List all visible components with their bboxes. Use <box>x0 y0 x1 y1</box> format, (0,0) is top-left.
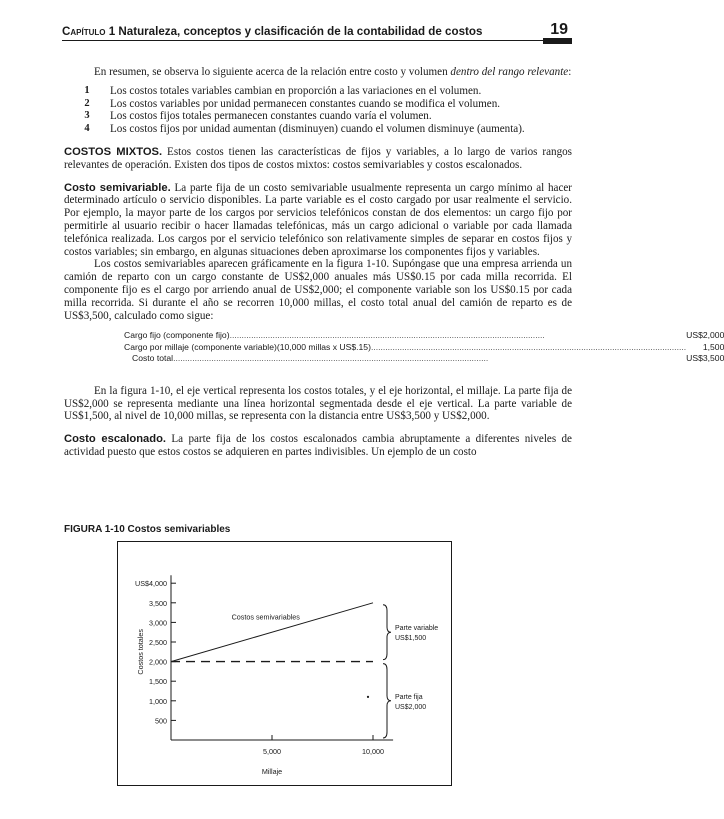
y-tick-label: 3,000 <box>149 618 167 628</box>
header-block <box>543 38 572 44</box>
page-number: 19 <box>550 21 568 38</box>
y-tick-label: 2,500 <box>149 638 167 647</box>
figure-explanation-paragraph: En la figura 1-10, el eje vertical representa los costos totales, y el eje horizontal, el millaje. La parte fija de US$2,000 se representa mediante una línea horizontal segmentada desde el eje vertical. La parte variable de US$1,500, al nivel de 10,000 millas, se representa con la distancia entre US$3,500 y US$2,000. <box>64 384 572 423</box>
chapter-label: Capítulo 1 <box>62 25 116 38</box>
table-row: Cargo fijo (componente fijo).................................................................................................................................... US$ 2,000 <box>124 330 724 341</box>
x-tick-label: 10,000 <box>362 747 384 756</box>
variable-part-brace <box>383 605 391 660</box>
y-tick-label: 1,000 <box>149 696 167 706</box>
semivariable-heading: Costo semivariable. <box>64 181 171 194</box>
fixed-part-label: Parte fija <box>395 693 423 701</box>
semivariable-paragraph-2: Los costos semivariables aparecen gráficamente en la figura 1-10. Supóngase que una empresa arrienda un camión de reparto con un cargo constante de US$2,000 anuales más US$0.15 por cada milla recorrida. El componente fijo es el cargo por arriendo anual de US$2,000; el componente variable son los US$0.15 por cada milla recorrida. Si durante el año se recorren 10,000 millas, el costo total anual del camión de reparto es de US$3,500, calculado como sigue: <box>64 258 572 322</box>
fixed-part-value: US$2,000 <box>395 703 427 711</box>
semivariable-paragraph: Costo semivariable. La parte fija de un costo semivariable usualmente representa un cargo mínimo al hacer determinado artículo o servicio disponibles. La parte variable es el costo cargado por usar realmente el servicio. Por ejemplo, la mayor parte de los cargos por servicios telefónicos constan de dos elementos: un cargo fijo por permitirle al usuario recibir o hacer llamadas telefónicas, más un cargo adicional o variable por cada llamada telefónica realizada. Los cargos por el servicio telefónico son relativamente simples de separar en costos fijos y costos variables; sin embargo, en algunas situaciones deben aproximarse los componentes fijos y variables. <box>64 181 572 258</box>
escalonado-heading: Costo escalonado. <box>64 433 167 446</box>
intro-paragraph: En resumen, se observa lo siguiente acerca de la relación entre costo y volumen dentro del rango relevante: <box>94 66 572 78</box>
fixed-part-brace <box>383 664 391 738</box>
escalonado-paragraph: Costo escalonado. La parte fija de los costos escalonados cambia abruptamente a diferentes niveles de actividad puesto que estos costos se adquieren en partes indivisibles. Un ejemplo de un costo <box>64 433 572 459</box>
chapter-title: Naturaleza, conceptos y clasificación de la contabilidad de costos <box>118 25 483 38</box>
figure-caption: FIGURA 1-10 Costos semivariables <box>64 524 231 535</box>
y-tick-label: 3,500 <box>149 598 167 608</box>
dot-mark <box>367 696 369 698</box>
series-label: Costos semivariables <box>231 612 300 622</box>
variable-part-label: Parte variable <box>395 625 439 633</box>
summary-list <box>64 85 572 136</box>
table-row: Costo total.................................................................................................................................... US$ 3,500 <box>132 353 724 364</box>
semivariable-cost-chart <box>117 541 452 786</box>
y-tick-label: 2,000 <box>149 657 167 667</box>
x-axis-label: Millaje <box>261 767 283 776</box>
running-header <box>62 19 572 39</box>
table-row: Cargo por millaje (componente variable)(10,000 millas x US$.15).................................................................................................................................... 1,500 <box>124 341 724 352</box>
mixed-costs-heading: COSTOS MIXTOS. <box>64 145 163 158</box>
list-item: 4 Los costos fijos por unidad aumentan (disminuyen) cuando el volumen disminuye (aumenta). <box>84 123 525 136</box>
y-axis-label: Costos totales <box>136 629 145 675</box>
list-item: 1 Los costos totales variables cambian en proporción a las variaciones en el volumen. <box>84 84 482 97</box>
cost-calculation-table <box>124 330 724 365</box>
y-tick-label: 500 <box>155 716 167 726</box>
header-rule <box>62 40 562 41</box>
body-text <box>64 66 724 459</box>
list-item: 3 Los costos fijos totales permanecen constantes cuando varía el volumen. <box>84 110 432 123</box>
list-item: 2 Los costos variables por unidad permanecen constantes cuando se modifica el volumen. <box>84 97 501 110</box>
x-tick-label: 5,000 <box>263 747 281 756</box>
mixed-costs-paragraph: COSTOS MIXTOS. Estos costos tienen las características de fijos y variables, a lo largo de varios rangos relevantes de operación. Existen dos tipos de costos mixtos: costos semivariables y costos escalonados. <box>64 145 572 171</box>
variable-part-value: US$1,500 <box>395 635 427 643</box>
header-title <box>62 25 482 38</box>
y-tick-label: US$4,000 <box>135 579 167 589</box>
y-tick-label: 1,500 <box>149 677 167 687</box>
